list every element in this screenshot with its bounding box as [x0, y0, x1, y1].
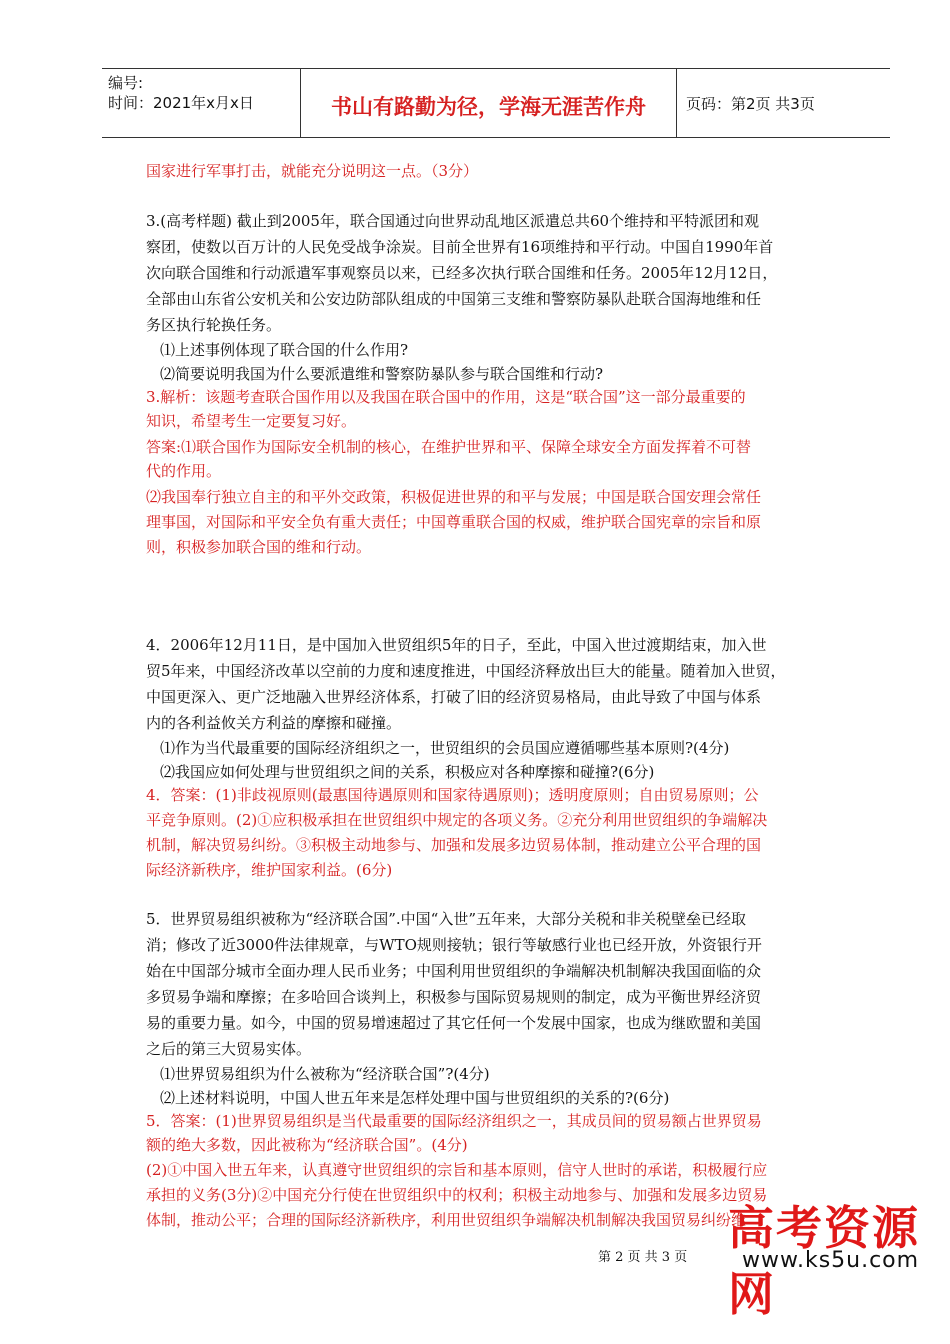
text-line: 始在中国部分城市全面办理人民币业务；中国利用世贸组织的争端解决机制解决我国面临的众: [146, 962, 762, 980]
text-line: 易的重要力量。如今，中国的贸易增速超过了其它任何一个发展中国家，也成为继欧盟和美国: [146, 1014, 762, 1032]
text-line: 代的作用。: [146, 462, 222, 480]
text-line: ⑵我国奉行独立自主的和平外交政策，积极促进世界的和平与发展；中国是联合国安理会常任: [146, 488, 762, 506]
text-line: 4．答案：(1)非歧视原则(最惠国待遇原则和国家待遇原则)；透明度原则；自由贸易原则；公: [146, 786, 759, 804]
text-line: ⑴世界贸易组织为什么被称为“经济联合国”?(4分): [160, 1065, 490, 1083]
text-line: 承担的义务(3分)②中国充分行使在世贸组织中的权利；积极主动地参与、加强和发展多边贸易: [146, 1186, 768, 1204]
text-line: (2)①中国入世五年来，认真遵守世贸组织的宗旨和基本原则，信守人世时的承诺，积极履行应: [146, 1161, 768, 1179]
text-line: 5．答案：(1)世界贸易组织是当代最重要的国际经济组织之一，其成员间的贸易额占世界贸易: [146, 1112, 762, 1130]
serial-label: 编号:: [108, 74, 144, 92]
watermark-logo: 高考资源网: [728, 1201, 920, 1321]
header-divider: [676, 69, 677, 137]
text-line: 之后的第三大贸易实体。: [146, 1040, 312, 1058]
text-line: ⑵简要说明我国为什么要派遣维和警察防暴队参与联合国维和行动?: [160, 365, 604, 383]
text-line: 贸5年来，中国经济改革以空前的力度和速度推进，中国经济释放出巨大的能量。随着加入世贸，: [146, 662, 786, 680]
text-line: 3.(高考样题) 截止到2005年，联合国通过向世界动乱地区派遣总共60个维持和平特派团和观: [146, 212, 760, 230]
text-line: 内的各利益攸关方利益的摩擦和碰撞。: [146, 714, 402, 732]
text-line: 5．世界贸易组织被称为“经济联合国”.中国“入世”五年来，大部分关税和非关税壁垒已经取: [146, 910, 746, 928]
header-page-info: 页码：第2页 共3页: [686, 95, 815, 113]
text-line: 际经济新秩序，维护国家利益。(6分): [146, 861, 393, 879]
header-motto: 书山有路勤为径，学海无涯苦作舟: [331, 95, 646, 119]
text-line: 3.解析：该题考查联合国作用以及我国在联合国中的作用，这是“联合国”这一部分最重要的: [146, 388, 746, 406]
text-line: ⑴上述事例体现了联合国的什么作用?: [160, 341, 409, 359]
text-line: 中国更深入、更广泛地融入世界经济体系，打破了旧的经济贸易格局，由此导致了中国与体系: [146, 688, 762, 706]
text-line: 机制，解决贸易纠纷。③积极主动地参与、加强和发展多边贸易体制，推动建立公平合理的国: [146, 836, 762, 854]
text-line: 全部由山东省公安机关和公安边防部队组成的中国第三支维和警察防暴队赴联合国海地维和任: [146, 290, 762, 308]
text-line: 次向联合国维和行动派遣军事观察员以来，已经多次执行联合国维和任务。2005年12月12日，: [146, 264, 778, 282]
text-line: 国家进行军事打击，就能充分说明这一点。（3分）: [146, 162, 479, 180]
text-line: 务区执行轮换任务。: [146, 316, 282, 334]
text-line: 体制，推动公平；合理的国际经济新秩序，利用世贸组织争端解决机制解决我国贸易纠纷维: [146, 1211, 747, 1229]
text-line: 则，积极参加联合国的维和行动。: [146, 538, 372, 556]
page-header: [102, 68, 890, 138]
text-line: 4．2006年12月11日，是中国加入世贸组织5年的日子，至此，中国入世过渡期结束，加入世: [146, 636, 767, 654]
text-line: 消；修改了近3000件法律规章，与WTO规则接轨；银行等敏感行业也已经开放，外资银行开: [146, 936, 762, 954]
text-line: 知识，希望考生一定要复习好。: [146, 412, 357, 430]
watermark-url: www.ks5u.com: [742, 1248, 920, 1273]
text-line: 多贸易争端和摩擦；在多哈回合谈判上，积极参与国际贸易规则的制定，成为平衡世界经济贸: [146, 988, 762, 1006]
header-meta: [108, 73, 298, 113]
text-line: 平竞争原则。(2)①应积极承担在世贸组织中规定的各项义务。②充分利用世贸组织的争端解决: [146, 811, 768, 829]
text-line: 察团，使数以百万计的人民免受战争涂炭。目前全世界有16项维持和平行动。中国自1990年首: [146, 238, 774, 256]
page-footer: 第 2 页 共 3 页: [598, 1250, 688, 1265]
text-line: ⑵上述材料说明，中国人世五年来是怎样处理中国与世贸组织的关系的?(6分): [160, 1089, 670, 1107]
text-line: ⑴作为当代最重要的国际经济组织之一，世贸组织的会员国应遵循哪些基本原则?(4分): [160, 739, 730, 757]
text-line: 答案:⑴联合国作为国际安全机制的核心，在维护世界和平、保障全球安全方面发挥着不可替: [146, 438, 752, 456]
time-label: 时间：2021年x月x日: [108, 94, 254, 112]
text-line: 额的绝大多数，因此被称为“经济联合国”。(4分): [146, 1136, 468, 1154]
text-line: ⑵我国应如何处理与世贸组织之间的关系，积极应对各种摩擦和碰撞?(6分): [160, 763, 655, 781]
text-line: 理事国，对国际和平安全负有重大责任；中国尊重联合国的权威，维护联合国宪章的宗旨和原: [146, 513, 762, 531]
